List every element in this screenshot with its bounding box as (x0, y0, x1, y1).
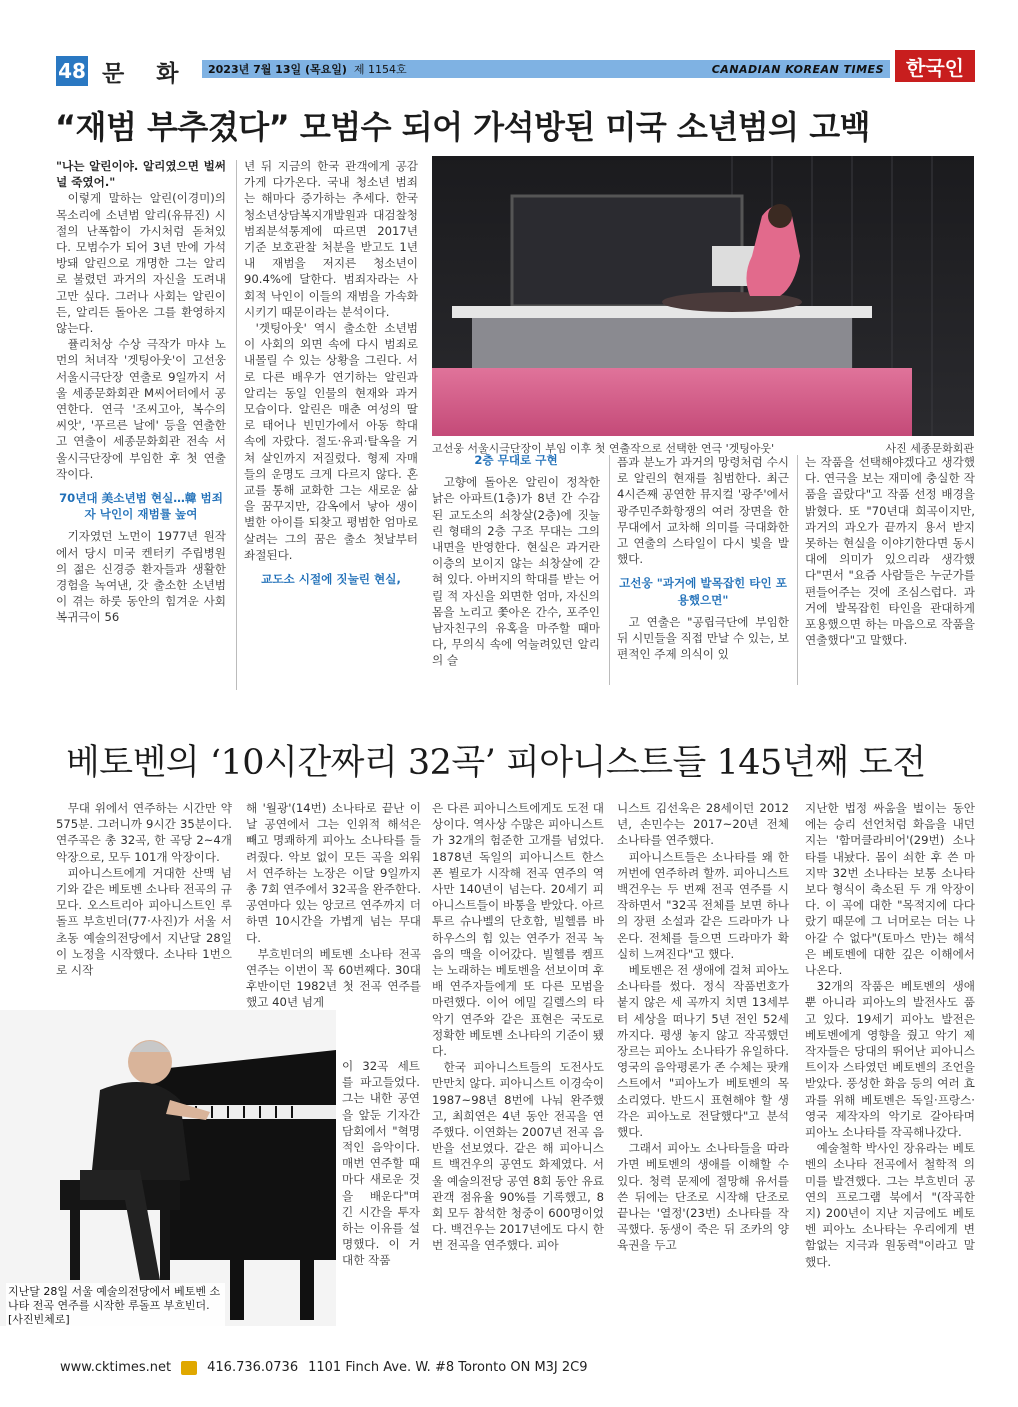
phone-number: 416.736.0736 (207, 1360, 299, 1375)
article2-column-5 (805, 800, 975, 1270)
article2-column-3 (432, 800, 604, 1254)
article1-paragraph: 퓰리처상 수상 극작가 마샤 노먼의 처녀작 '겟팅아웃'이 고선웅 서울시극단장 연출로 9일까지 서울 세종문화회관 M씨어터에서 공연한다. 연극 '조씨고아, 복수의 씨앗', '푸르른 날에' 등을 연출한 고 연출이 세종문화회관 전속 서울시극단장에 부임한 후 첫 연출작이다. (56, 337, 226, 481)
article2-column-4 (617, 800, 789, 1254)
article2-paragraph: 피아니스트들은 소나타를 왜 한꺼번에 연주하려 할까. 피아니스트 백건우는 두 번째 전곡 연주를 시작하면서 "32곡 전체를 보면 하나의 장편 소설과 같은 드라마가 나온다. 전체를 들으면 드라마가 확실히 느껴진다"고 했다. (617, 849, 789, 961)
article2-paragraph: 베토벤은 전 생애에 걸쳐 피아노 소나타를 썼다. 정식 작품번호가 붙지 않은 세 곡까지 치면 13세부터 세상을 떠나기 5년 전인 52세까지다. 평생 놓지 않고 작곡했던 장르는 피아노 소나타가 유일하다. 영국의 음악평론가 존 수체는 팟캐스트에서 "피아노가 베토벤의 목소리였다. 반드시 표현해야 할 생각은 피아노로 전달했다"고 분석했다. (617, 963, 789, 1140)
article2-column-2 (246, 800, 421, 1011)
article1-paragraph: 기자였던 노먼이 1977년 원작에서 당시 미국 켄터키 주립병원의 젊은 신경증 환자들과 생활한 경험을 녹여낸, 갓 출소한 소년범이 겪는 하룻 동안의 힘겨운 사회 복귀극이 56 (56, 529, 226, 625)
stage-photo-image (432, 156, 974, 436)
article1-paragraph: 이렇게 말하는 알린(이경미)의 목소리에 소년범 알리(유뮤진) 시절의 난폭함이 가시처럼 돋쳐있다. 모범수가 되어 3년 만에 가석방돼 알린으로 개명한 그는 알리로 불렸던 과거의 자신을 도려내고만 싶다. 그러나 사회는 알린이든, 알리든 돌아온 그를 환영하지 않는다. (56, 191, 226, 336)
article1-column-5 (805, 454, 975, 648)
article1-headline: “재범 부추겼다” 모범수 되어 가석방된 미국 소년범의 고백 (55, 108, 871, 146)
photo-credit: 사진 세종문화회관 (885, 442, 974, 455)
article1-column-4 (617, 454, 789, 662)
article2-column-1 (56, 800, 232, 978)
article2-paragraph: 은 다른 피아니스트에게도 도전 대상이다. 역사상 수많은 피아니스트가 32개의 험준한 고개를 넘었다. 1878년 독일의 피아니스트 한스 폰 뷜로가 시작해 전곡 연주의 역사만 140년이 넘는다. 20세기 피아니스트들이 바통을 받았다. 아르투르 슈나벨의 단호함, 빌헬름 바하우스의 힘 있는 연주가 전곡 녹음의 맥을 이어갔다. 빌헬름 켐프는 노래하는 베토벤을 선보이며 후배 연주자들에게 또 다른 모범을 마련했다. 이어 에밀 길렐스의 타악기 연주와 같은 표현은 국도로 정확한 베토벤 소나타의 기준이 됐다. (432, 801, 604, 1059)
pianist-photo-caption: 지난달 28일 서울 예술의전당에서 베토벤 소나타 전곡 연주를 시작한 루돌프 부흐빈더. [사진빈체로] (6, 1283, 225, 1329)
article1-paragraph: 고 연출은 "공립극단에 부임한 뒤 시민들을 직접 만날 수 있는, 보편적인 주제 의식이 있 (617, 614, 789, 662)
play-stage-photo (432, 156, 974, 436)
article2-paragraph: 피아니스트에게 거대한 산맥 넘기와 같은 베토벤 소나타 전곡의 규모다. 오스트리아 피아니스트인 루돌프 부흐빈더(77·사진)가 서울 서초동 예술의전당에서 지난달 28일 이 노정을 시작했다. 소나타 1번으로 시작 (56, 865, 232, 978)
section-title: 문 화 (102, 61, 191, 87)
article1-paragraph: 는 작품을 선택해야겠다고 생각했다. 연극을 보는 재미에 충실한 작품을 골랐다"고 작품 선정 배경을 밝혔다. 또 "70년대 희곡이지만, 과거의 과오가 끝까지 용서 받지 못하는 현실을 이야기한다면 동시대에 의미가 있으리라 생각했다"면서 "요즘 사람들은 누군가를 편들어주는 것에 조심스럽다. 과거에 발목잡힌 타인을 관대하게 포용했으면 하는 마음으로 작품을 연출했다"고 말했다. (805, 455, 975, 648)
page-footer (60, 1360, 588, 1375)
article1-subheading: 고선웅 "과거에 발목잡힌 타인 포용했으면" (619, 576, 787, 607)
article1-paragraph: 픔과 분노가 과거의 망령처럼 수시로 알린의 현재를 침범한다. 최근 4시즌째 공연한 뮤지컬 '광주'에서 광주민주화항쟁의 여러 장면을 한 무대에서 교차해 의미를 극대화한 고 연출의 스타일이 다시 빛을 발했다. (617, 455, 789, 567)
article1-subheading: 2층 무대로 구현 (474, 453, 558, 467)
article1-subheading: 70년대 美소년범 현실…韓 범죄자 낙인이 재범률 높여 (59, 491, 223, 522)
pianist-photo-image (0, 1010, 336, 1326)
article2-paragraph: 해 '월광'(14번) 소나타로 끝난 이 날 공연에서 그는 인위적 해석은 빼고 명쾌하게 피아노 소나타를 들려줬다. 악보 없이 모든 곡을 외워서 연주하는 노장은 이달 9일까지 총 7회 연주에서 32곡을 완주한다. 공연마다 있는 앙코르 연주까지 더하면 10시간을 가볍게 넘는 무대다. (246, 801, 421, 945)
article2-paragraph: 한국 피아니스트들의 도전사도 만만치 않다. 피아니스트 이경숙이 1987~98년 8번에 나눠 완주했고, 최희연은 4년 동안 전곡을 연주했다. 이연화는 2007년 전곡 음반을 선보였다. 같은 해 피아니스트 백건우의 공연도 화제였다. 서울 예술의전당 공연 8회 동안 유료 관객 점유율 90%를 기록했고, 8회 모두 참석한 청중이 600명이었다. 백건우는 2017년에도 다시 한번 전곡을 연주했다. 피아 (432, 1060, 604, 1253)
article1-subheading: 교도소 시절에 짓눌린 현실, (261, 572, 401, 587)
article2-paragraph: 부흐빈더의 베토벤 소나타 전곡 연주는 이번이 꼭 60번째다. 30대 후반이던 1982년 첫 전곡 연주를 했고 40년 넘게 (246, 946, 421, 1010)
article2-paragraph: 그래서 피아노 소나타들을 따라가면 베토벤의 생애를 이해할 수 있다. 청력 문제에 절망해 유서를 쓴 뒤에는 단조로 시작해 단조로 끝나는 '열정'(23번) 소나타를 작곡했다. 동생이 죽은 뒤 조카의 양육권을 두고 (617, 1141, 789, 1253)
issue-date (208, 61, 407, 77)
article2-paragraph: 이 32곡 세트를 파고들었다. 그는 내한 공연을 앞둔 기자간담회에서 "혁명적인 음악이다. 매번 연주할 때마다 새로운 것을 배운다"며 긴 시간을 투자하는 이유를 설명했다. 이 거대한 작품 (342, 1059, 420, 1268)
article2-paragraph: 무대 위에서 연주하는 시간만 약 575분. 그러니까 9시간 35분이다. 연주곡은 총 32곡, 한 곡당 2~4개 악장으로, 모두 101개 악장이다. (56, 801, 232, 864)
newspaper-logo: 한국인 (895, 50, 975, 82)
header-bar (202, 60, 890, 78)
article2-paragraph: 지난한 법정 싸움을 벌이는 동안에는 승리 선언처럼 화음을 내던지는 '함머클라비어'(29번) 소나타를 내놨다. 몸이 쇠한 후 쓴 마지막 32번 소나타는 보통 소나타보다 형식이 축소된 두 개 악장이다. 이 곡에 대한 "목적지에 다다랐기 때문에 그 너머로는 더는 나아갈 수 없다"(토마스 만)는 해석은 베토벤에 대한 깊은 이해에서 나온다. (805, 801, 975, 978)
pianist-photo (0, 1010, 336, 1326)
article1-column-2 (244, 158, 418, 593)
column-divider (236, 160, 237, 690)
issue-number: 제 1154호 (353, 63, 407, 76)
article1-paragraph: 년 뒤 지금의 한국 관객에게 공감가게 다가온다. 국내 청소년 범죄는 해마다 증가하는 추세다. 한국청소년상담복지개발원과 대검찰청 범죄분석통계에 따르면 2017년 기준 보호관찰 처분을 받고도 1년 내 재범을 저지른 청소년이 90.4%에 달한다. 범죄자라는 사회적 낙인이 이들의 재범을 가속화시키기 때문이라는 분석이다. (244, 159, 418, 319)
phone-icon (181, 1361, 197, 1375)
column-divider (609, 455, 610, 685)
address: 1101 Finch Ave. W. #8 Toronto ON M3J 2C9 (308, 1360, 588, 1375)
article2-paragraph: 예술철학 박사인 장유라는 베토벤의 소나타 전곡에서 철학적 의미를 발견했다. 그는 부흐빈더 공연의 프로그램 북에서 "(작곡한 지) 200년이 지난 지금에도 베토벤 피아노 소나타는 우리에게 변함없는 지극과 원동력"이라고 말했다. (805, 1141, 975, 1269)
article2-headline: 베토벤의 ‘10시간짜리 32곡’ 피아니스트들 145년째 도전 (66, 743, 926, 783)
page-number: 48 (56, 56, 88, 86)
date-text: 2023년 7월 13일 (목요일) (208, 63, 347, 76)
article1-column-1 (56, 158, 226, 626)
article1-paragraph: '겟팅아웃' 역시 출소한 소년범이 사회의 외면 속에 다시 범죄로 내몰릴 수 있는 상황을 그린다. 서로 다른 배우가 연기하는 알린과 알리는 동일 인물의 현재와 과거 모습이다. 알린은 매춘 여성의 딸로 태어나 빈민가에서 아동 학대 속에 자랐다. 절도·유괴·탈옥을 거쳐 살인까지 저질렀다. 형제 자매들의 운명도 크게 다르지 않다. 혼교를 통해 교화한 그는 새로운 삶을 꿈꾸지만, 감옥에서 낳아 생이별한 아이를 되찾고 평범한 엄마로 살려는 그의 꿈은 출소 첫날부터 좌절된다. (244, 321, 418, 562)
article2-paragraph: 32개의 작품은 베토벤의 생애뿐 아니라 피아노의 발전사도 품고 있다. 19세기 피아노 발전은 베토벤에게 영향을 줬고 악기 제작자들은 당대의 뛰어난 피아니스트이자 스타였던 베토벤의 조언을 받았다. 풍성한 화음 등의 여러 효과를 위해 베토벤은 독일·프랑스·영국 제작자의 악기로 갈아타며 피아노 소나타를 작곡해나갔다. (805, 979, 975, 1140)
article1-paragraph: 고향에 돌아온 알린이 정착한 낡은 아파트(1층)가 8년 간 수감된 교도소의 쇠창살(2층)에 짓눌린 형태의 2층 구조 무대는 그의 내면을 반영한다. 현실은 과거란 이층의 보이지 않는 쇠창살에 갇혀 있다. 아버지의 학대를 받는 어릴 적 자신을 외면한 엄마, 자신의 몸을 노리고 쫓아온 간수, 포주인 남자친구의 유혹을 마주할 때마다, 무의식 속에 억눌려있던 알리의 슬 (432, 475, 600, 668)
article2-column-2-wrap (342, 1058, 420, 1269)
article1-lead-quote: "나는 알린이야. 알리였으면 벌써 널 죽였어." (56, 159, 226, 190)
brand-name: CANADIAN KOREAN TIMES (711, 62, 884, 76)
website-link[interactable]: www.cktimes.net (60, 1360, 172, 1375)
caption-text: 고선웅 서울시극단장이 부임 이후 첫 연출작으로 선택한 연극 '겟팅아웃' (432, 442, 775, 455)
column-divider (797, 455, 798, 685)
article2-paragraph: 니스트 김선욱은 28세이던 2012년, 손민수는 2017~20년 전체 소나타를 연주했다. (617, 801, 789, 848)
article1-column-3 (432, 452, 600, 669)
